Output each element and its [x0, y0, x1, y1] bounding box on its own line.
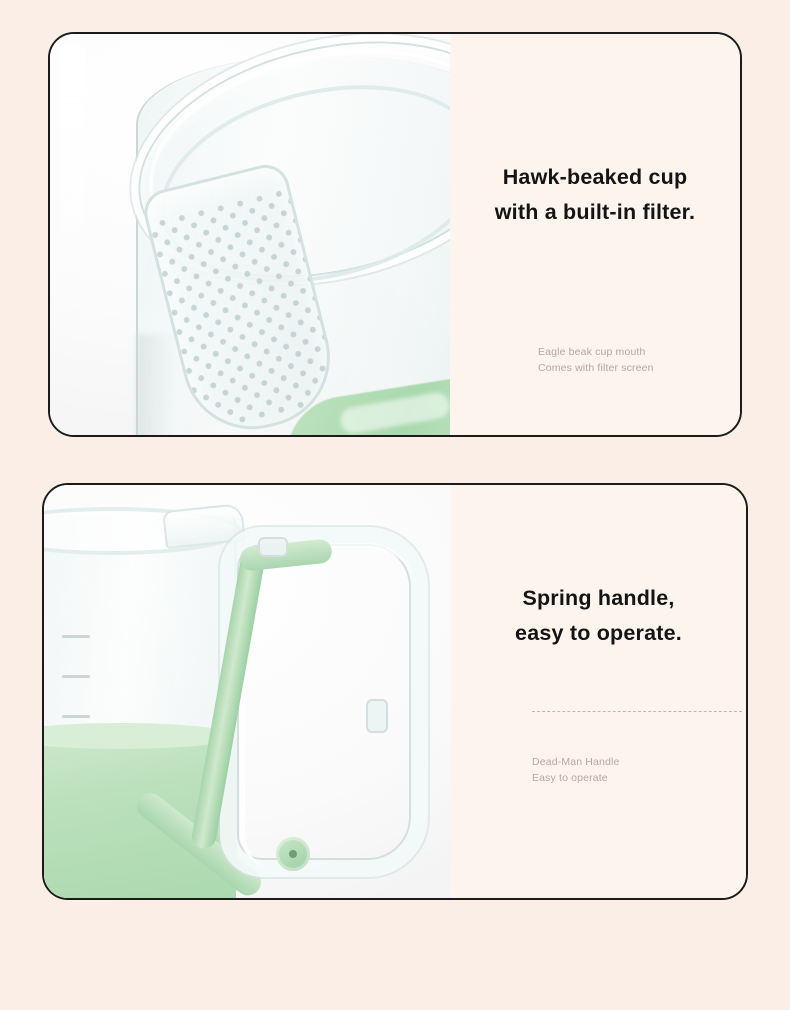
feature-panel-hawk-beak-filter — [48, 32, 742, 437]
feature-copy-hawk-beak-filter — [450, 34, 740, 435]
feature-headline — [451, 581, 746, 652]
dashed-divider — [532, 711, 742, 712]
feature-copy-spring-handle — [451, 485, 746, 898]
feature-headline-line1: Spring handle, — [522, 586, 675, 610]
feature-panel-spring-handle — [42, 483, 748, 900]
feature-headline — [450, 160, 740, 231]
feature-headline-line2: easy to operate. — [515, 621, 682, 646]
spring-handle-illustration — [44, 485, 451, 898]
feature-caption — [538, 345, 654, 377]
hawk-beak-cup-illustration — [50, 34, 450, 435]
product-photo-hawk-beak-filter — [50, 34, 450, 435]
feature-caption — [532, 755, 619, 787]
product-photo-spring-handle — [44, 485, 451, 898]
feature-caption-line1: Eagle beak cup mouth — [538, 346, 646, 358]
feature-caption-line1: Dead-Man Handle — [532, 756, 620, 768]
feature-caption-line2: Easy to operate — [532, 771, 608, 784]
feature-headline-line1: Hawk-beaked cup — [502, 165, 688, 189]
feature-caption-line2: Comes with filter screen — [538, 361, 654, 374]
feature-headline-line2: with a built-in filter. — [494, 200, 696, 225]
